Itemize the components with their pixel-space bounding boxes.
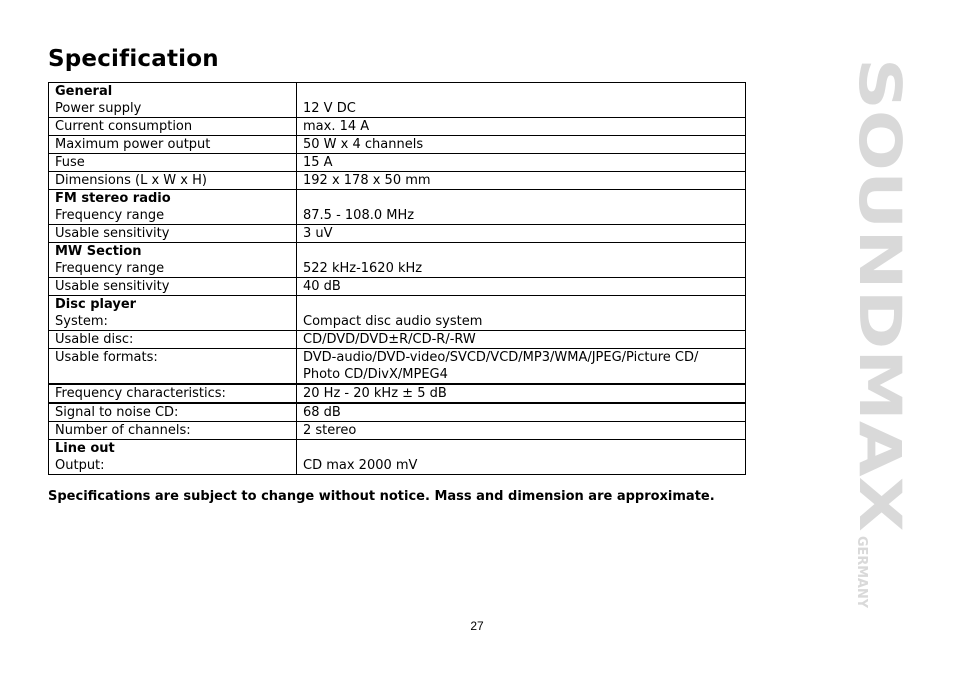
spec-label: Number of channels:: [49, 422, 297, 440]
spec-value: 50 W x 4 channels: [297, 136, 746, 154]
spec-value: DVD-audio/DVD-video/SVCD/VCD/MP3/WMA/JPEG/Picture CD/ Photo CD/DivX/MPEG4: [297, 349, 746, 385]
spec-value: 68 dB: [297, 403, 746, 422]
table-row: [49, 440, 746, 475]
spec-value: 87.5 - 108.0 MHz: [297, 190, 746, 225]
spec-label: System:: [55, 314, 108, 329]
section-header: General: [55, 84, 113, 99]
table-row: [49, 154, 746, 172]
table-row: [49, 190, 746, 225]
spec-label: Power supply: [55, 101, 142, 116]
spec-value: CD max 2000 mV: [297, 440, 746, 475]
spec-label: Frequency characteristics:: [49, 384, 297, 403]
spec-value: max. 14 A: [297, 118, 746, 136]
spec-value: 3 uV: [297, 225, 746, 243]
logo-germany-text: GERMANY: [854, 536, 869, 609]
table-row: [49, 118, 746, 136]
table-row: [49, 296, 746, 331]
spec-label: Maximum power output: [49, 136, 297, 154]
spec-label-cell: [49, 440, 297, 475]
section-header: FM stereo radio: [55, 191, 171, 206]
spec-label: Signal to noise CD:: [49, 403, 297, 422]
table-row: [49, 243, 746, 278]
table-row: [49, 172, 746, 190]
spec-label: Frequency range: [55, 261, 165, 276]
spec-label: Usable sensitivity: [49, 225, 297, 243]
spec-label: Usable sensitivity: [49, 278, 297, 296]
table-row: [49, 422, 746, 440]
table-row: [49, 403, 746, 422]
soundmax-logo-icon: [846, 58, 914, 610]
logo-brand-text: SOUNDMAX: [846, 58, 914, 441]
disclaimer-note: Specifications are subject to change without notice. Mass and dimension are approximate.: [48, 489, 715, 504]
spec-value: CD/DVD/DVD±R/CD-R/-RW: [297, 331, 746, 349]
table-row: [49, 83, 746, 118]
spec-label: Usable disc:: [49, 331, 297, 349]
spec-label-cell: [49, 296, 297, 331]
spec-value: 20 Hz - 20 kHz ± 5 dB: [297, 384, 746, 403]
spec-table: [48, 82, 746, 475]
spec-label-cell: [49, 190, 297, 225]
table-row: [49, 225, 746, 243]
table-row: [49, 136, 746, 154]
spec-label: Fuse: [49, 154, 297, 172]
spec-label-cell: [49, 83, 297, 118]
spec-value: 2 stereo: [297, 422, 746, 440]
spec-value: 522 kHz-1620 kHz: [297, 243, 746, 278]
table-row: [49, 384, 746, 403]
spec-label: Frequency range: [55, 208, 165, 223]
spec-value: 12 V DC: [297, 83, 746, 118]
page-title: Specification: [48, 46, 219, 72]
spec-value: 40 dB: [297, 278, 746, 296]
table-row: [49, 278, 746, 296]
spec-value: 192 x 178 x 50 mm: [297, 172, 746, 190]
section-header: Disc player: [55, 297, 137, 312]
spec-label-cell: [49, 243, 297, 278]
spec-value: Compact disc audio system: [297, 296, 746, 331]
spec-label: Usable formats:: [49, 349, 297, 385]
table-row: [49, 349, 746, 385]
section-header: MW Section: [55, 244, 142, 259]
spec-label: Current consumption: [49, 118, 297, 136]
section-header: Line out: [55, 441, 115, 456]
spec-label: Output:: [55, 458, 105, 473]
table-row: [49, 331, 746, 349]
page-number: 27: [470, 619, 484, 633]
spec-label: Dimensions (L x W x H): [49, 172, 297, 190]
spec-value: 15 A: [297, 154, 746, 172]
